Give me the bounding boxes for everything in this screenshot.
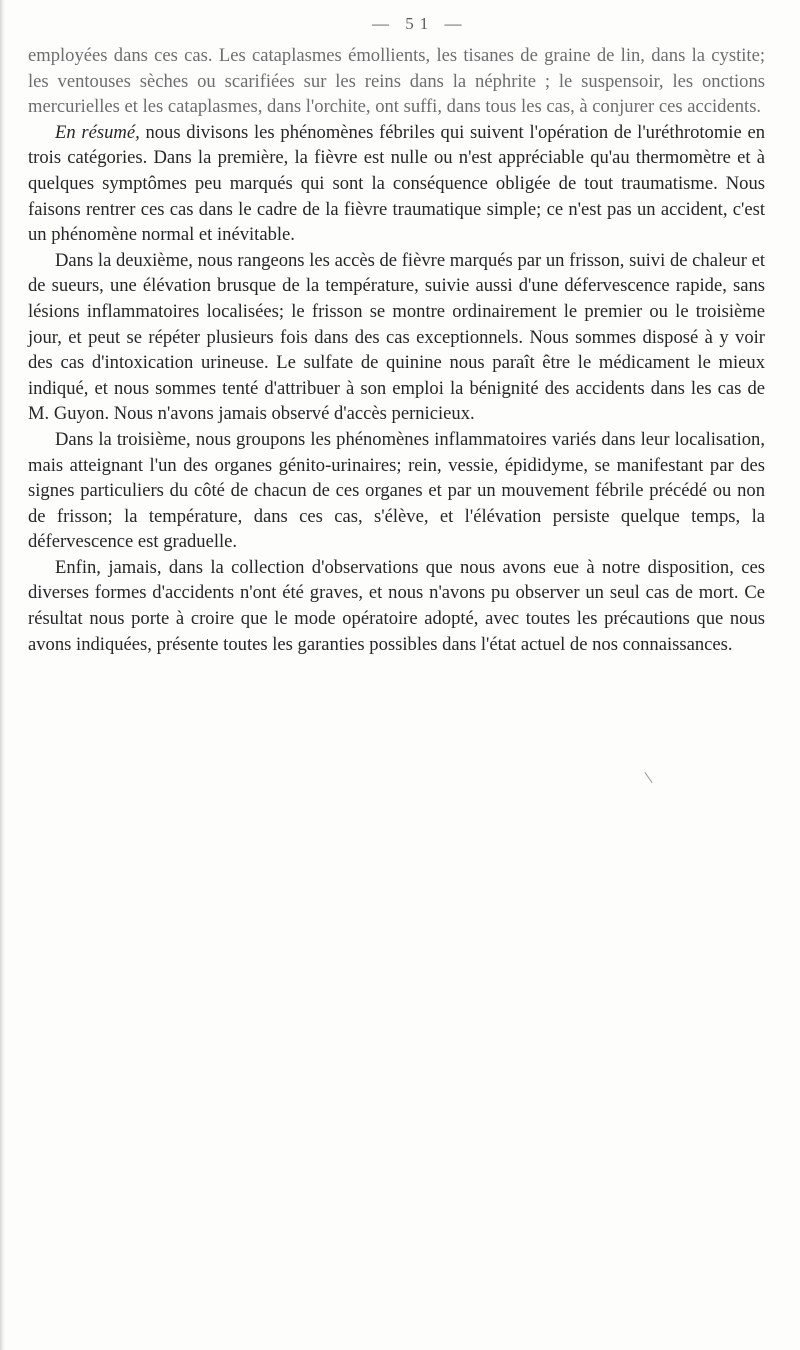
body-text [28,43,765,657]
paragraph-third-category [28,427,765,555]
paragraph-text: employées dans ces cas. Les cataplasmes émollients, les tisanes de graine de lin, dans la cystite; les ventouses sèches ou scarifiées sur les reins dans la néphrite ; le suspensoir, les onctions mercurielles et les cataplasmes, dans l'orchite, ont suffi, dans tous les cas, à conjurer ces accidents. [28,45,765,118]
stray-ink-mark [644,772,652,783]
paragraph-text: Dans la troisième, nous groupons les phénomènes inflammatoires variés dans leur localisation, mais atteignant l'un des organes génito-urinaires; rein, vessie, épididyme, se manifestant par des signes particuliers du côté de chacun de ces organes et par un mouvement fébrile précédé ou non de frisson; la température, dans ces cas, s'élève, et l'élévation persiste quelque temps, la défervescence est graduelle. [28,428,765,553]
paragraph-second-category [28,248,765,427]
paragraph-conclusion [28,555,765,657]
paragraph-text: Enfin, jamais, dans la collection d'observations que nous avons eue à notre disposition, ces diverses formes d'accidents n'ont été graves, et nous n'avons pu observer un seul cas de mort. Ce résultat nous porte à croire que le mode opératoire adopté, avec toutes les précautions que nous avons indiquées, présente toutes les garanties possibles dans l'état actuel de nos connaissances. [28,556,765,655]
paragraph-text: Dans la deuxième, nous rangeons les accès de fièvre marqués par un frisson, suivi de chaleur et de sueurs, une élévation brusque de la température, suivie aussi d'une défervescence rapide, sans lésions inflammatoires localisées; le frisson se montre ordinairement le premier ou le troisième jour, et peut se répéter plusieurs fois dans des cas exceptionnels. Nous sommes disposé à y voir des cas d'intoxication urineuse. Le sulfate de quinine nous paraît être le médicament le mieux indiqué, et nous sommes tenté d'attribuer à son emploi la bénignité des accidents dans les cas de M. Guyon. Nous n'avons jamais observé d'accès pernicieux. [28,249,765,425]
page-number: — 51 — [372,14,468,33]
paragraph-text: nous divisons les phénomènes fébriles qui suivent l'opération de l'uréthrotomie en trois catégories. Dans la première, la fièvre est nulle ou n'est appréciable qu'au thermomètre et à quelques symptômes peu marqués qui sont la conséquence obligée de tout traumatisme. Nous faisons rentrer ces cas dans le cadre de la fièvre traumatique simple; ce n'est pas un accident, c'est un phénomène normal et inévitable. [28,121,765,246]
page-binding-edge [0,0,5,1350]
paragraph-summary [28,120,765,248]
paragraph-lead-italic: En résumé, [55,121,140,143]
paragraph-continuation [28,43,765,120]
